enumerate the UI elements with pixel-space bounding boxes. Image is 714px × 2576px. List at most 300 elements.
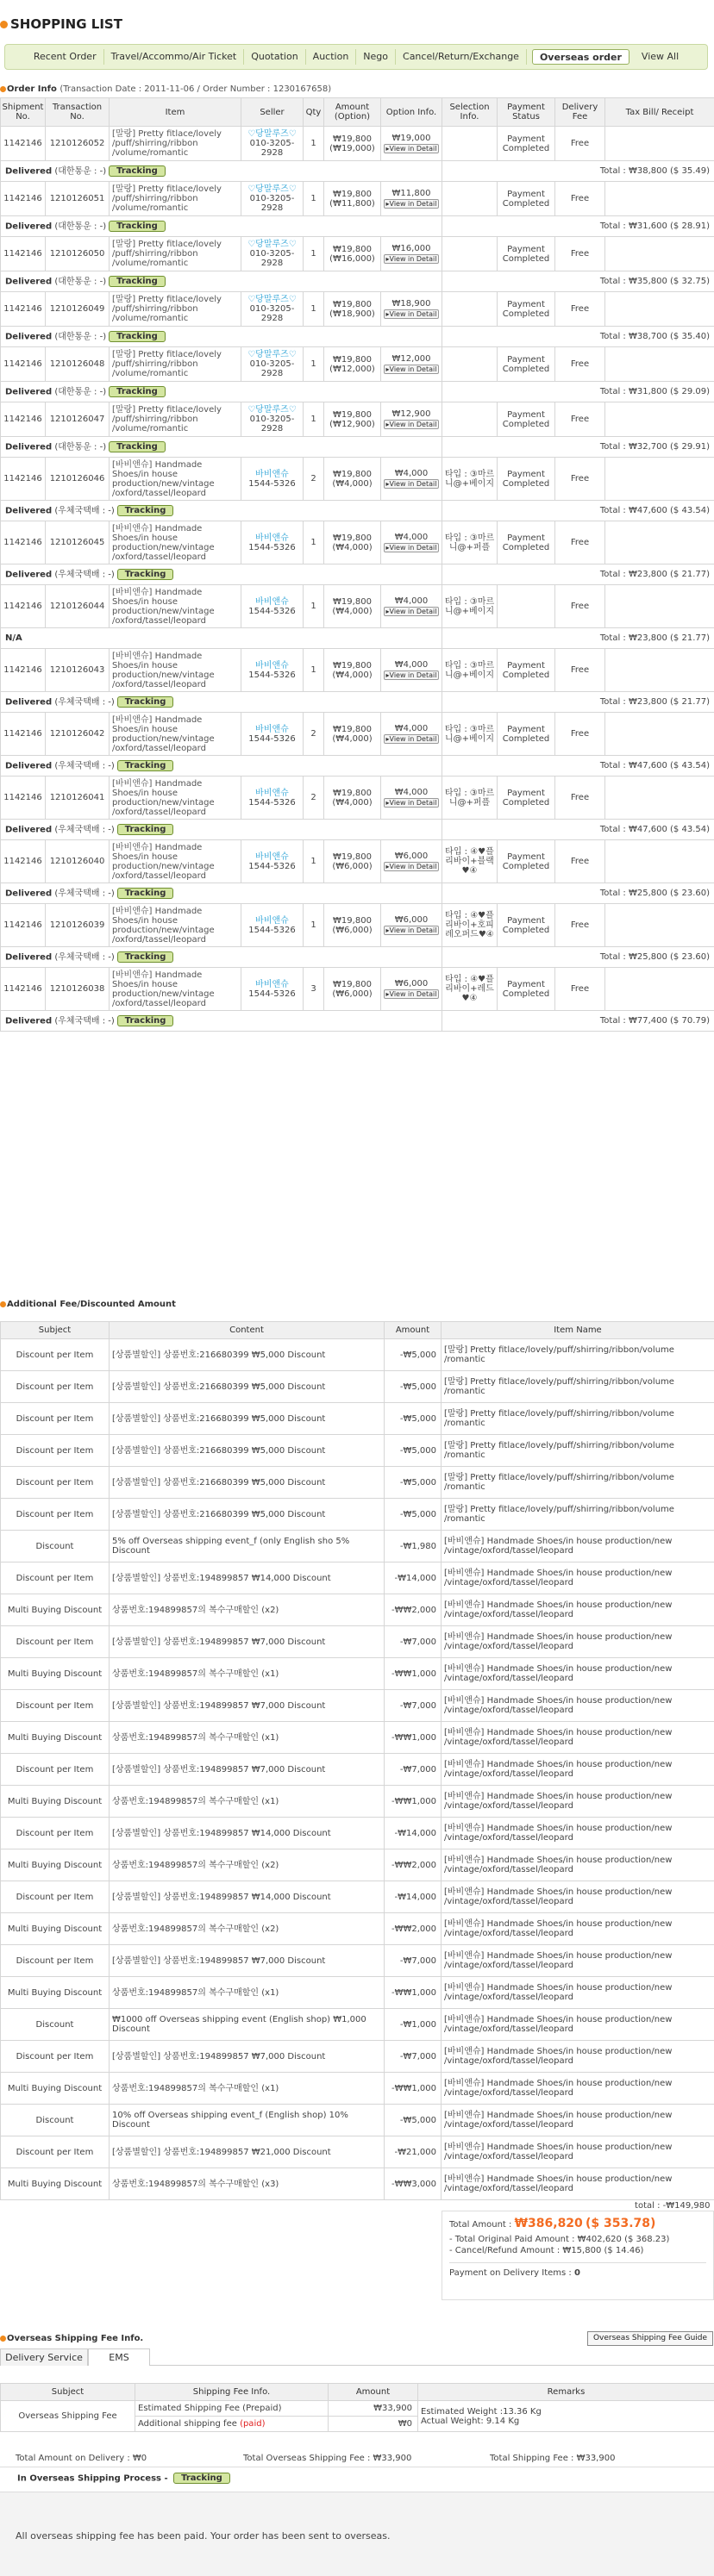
delivery-fee: Free [555, 402, 605, 437]
payment-status-message [0, 2492, 714, 2576]
fee-subject: Discount per Item [1, 1881, 110, 1913]
transaction-no: 1210126051 [46, 182, 110, 216]
order-summary-row [1, 437, 714, 458]
seller-name[interactable]: 바비앤슈 [255, 979, 289, 989]
seller-name[interactable]: ♡당말루즈♡ [247, 405, 297, 415]
selection-info: 타입 : ③마르니@+퍼플 [442, 777, 498, 820]
fee-item-name[interactable]: [바비앤슈] Handmade Shoes/in house production/new /vintage/oxford/tassel/leopard [442, 1786, 714, 1818]
seller-name[interactable]: 바비앤슈 [255, 851, 289, 862]
fee-content: [상품별할인] 상품번호:216680399 ₩5,000 Discount [110, 1403, 385, 1435]
selection-info [442, 292, 498, 327]
seller-phone: 1544-5326 [248, 925, 296, 935]
fee-subject: Discount per Item [1, 2136, 110, 2168]
seller-name[interactable]: 바비앤슈 [255, 596, 289, 607]
fee-content: ₩1000 off Overseas shipping event (English shop) ₩1,000 Discount [110, 2009, 385, 2041]
fee-content: [상품별할인] 상품번호:216680399 ₩5,000 Discount [110, 1371, 385, 1403]
fee-subject: Discount per Item [1, 1626, 110, 1658]
fee-row [1, 1786, 714, 1818]
option-info-cell [381, 840, 442, 883]
estimated-weight: Estimated Weight :13.36 Kg [421, 2406, 542, 2417]
order-row [1, 904, 714, 947]
item-name[interactable]: [말랑] Pretty fitlace/lovely /puff/shirring/ribbon /volume/romantic [110, 237, 241, 271]
delivery-status-cell [1, 883, 442, 904]
order-row [1, 521, 714, 564]
fee-item-name[interactable]: [바비앤슈] Handmade Shoes/in house production/new /vintage/oxford/tassel/leopard [442, 2041, 714, 2073]
estimated-fee-amount: ₩33,900 [329, 2401, 418, 2417]
tracking-button[interactable]: Tracking [109, 221, 166, 232]
payment-status: Payment Completed [498, 402, 555, 437]
transaction-no: 1210126041 [46, 777, 110, 820]
bullet-icon [0, 21, 8, 28]
item-name[interactable]: [말랑] Pretty fitlace/lovely /puff/shirring/ribbon /volume/romantic [110, 347, 241, 382]
seller-name[interactable]: ♡당말루즈♡ [247, 295, 297, 304]
quantity: 1 [304, 840, 324, 883]
option-info-cell [381, 904, 442, 947]
item-name[interactable]: [바비앤슈] Handmade Shoes/in house production/new/vintage /oxford/tassel/leopard [110, 713, 241, 756]
option-price: ₩6,000 [394, 979, 429, 989]
tracking-button[interactable]: Tracking [109, 276, 166, 287]
fee-item-name[interactable]: [바비앤슈] Handmade Shoes/in house production/new /vintage/oxford/tassel/leopard [442, 1562, 714, 1594]
order-total: Total : ₩35,800 ($ 32.75) [442, 271, 714, 292]
col-delivery-fee: Delivery Fee [555, 98, 605, 127]
order-row [1, 458, 714, 501]
option-price: ₩6,000 [394, 915, 429, 925]
fee-content: 상품번호:194899857의 복수구매할인 (x1) [110, 1658, 385, 1690]
quantity: 2 [304, 458, 324, 501]
view-in-detail-button[interactable]: ▸View in Detail [384, 479, 440, 489]
seller-phone: 1544-5326 [248, 861, 296, 871]
selection-info [442, 347, 498, 382]
delivery-status-cell [1, 327, 442, 347]
view-in-detail-button[interactable]: ▸View in Detail [384, 862, 440, 871]
item-name[interactable]: [바비앤슈] Handmade Shoes/in house production/new/vintage /oxford/tassel/leopard [110, 458, 241, 501]
paid-badge: (paid) [240, 2419, 266, 2429]
order-summary-row [1, 382, 714, 402]
shipment-no: 1142146 [1, 127, 46, 161]
seller-name[interactable]: ♡당말루즈♡ [247, 184, 297, 194]
fee-content: [상품별할인] 상품번호:194899857 ₩14,000 Discount [110, 1881, 385, 1913]
amount-option: (₩19,000) [329, 143, 375, 153]
fee-item-name[interactable]: [바비앤슈] Handmade Shoes/in house production/new /vintage/oxford/tassel/leopard [442, 2105, 714, 2136]
order-total: Total : ₩23,800 ($ 21.77) [442, 628, 714, 649]
carrier: (대한통운 : -) [54, 332, 107, 342]
fee-item-name[interactable]: [바비앤슈] Handmade Shoes/in house production/new /vintage/oxford/tassel/leopard [442, 1913, 714, 1945]
fee-amount: -₩₩2,000 [385, 1849, 442, 1881]
tracking-button[interactable]: Tracking [117, 760, 174, 771]
fee-row [1, 1881, 714, 1913]
order-total: Total : ₩25,800 ($ 23.60) [442, 883, 714, 904]
delivery-status: Delivered [5, 952, 53, 963]
fee-item-name[interactable]: [말랑] Pretty fitlace/lovely/puff/shirring/ribbon/volume /romantic [442, 1403, 714, 1435]
payment-status: Payment Completed [498, 713, 555, 756]
order-summary-row [1, 947, 714, 968]
order-row [1, 237, 714, 271]
fee-item-name[interactable]: [바비앤슈] Handmade Shoes/in house production/new /vintage/oxford/tassel/leopard [442, 1881, 714, 1913]
fee-item-name[interactable]: [바비앤슈] Handmade Shoes/in house production/new /vintage/oxford/tassel/leopard [442, 1849, 714, 1881]
option-price: ₩4,000 [394, 724, 429, 733]
payment-status: Payment Completed [498, 777, 555, 820]
carrier: (우체국택배 : -) [54, 570, 115, 580]
amount: ₩19,800 [333, 788, 372, 798]
additional-fee-label: Additional shipping fee [138, 2419, 237, 2429]
fee-item-name[interactable]: [바비앤슈] Handmade Shoes/in house production/new /vintage/oxford/tassel/leopard [442, 1690, 714, 1722]
seller-phone: 010-3205-2928 [249, 249, 295, 268]
carrier: (대한통운 : -) [54, 387, 107, 397]
option-info-cell [381, 292, 442, 327]
page-title [0, 16, 122, 35]
order-summary-row [1, 161, 714, 182]
seller-phone: 1544-5326 [248, 670, 296, 680]
order-summary-row [1, 327, 714, 347]
delivery-fee: Free [555, 347, 605, 382]
order-summary-row [1, 628, 714, 649]
amount-option: (₩11,800) [329, 198, 375, 209]
quantity: 1 [304, 649, 324, 692]
carrier: (우체국택배 : -) [54, 697, 115, 708]
order-total: Total : ₩47,600 ($ 43.54) [442, 820, 714, 840]
fee-content: 상품번호:194899857의 복수구매할인 (x1) [110, 2073, 385, 2105]
seller-name[interactable]: ♡당말루즈♡ [247, 240, 297, 249]
seller-cell [241, 585, 304, 628]
order-total: Total : ₩31,800 ($ 29.09) [442, 382, 714, 402]
seller-name[interactable]: 바비앤슈 [255, 724, 289, 734]
order-summary-row [1, 820, 714, 840]
order-total: Total : ₩77,400 ($ 70.79) [442, 1011, 714, 1032]
fee-item-name[interactable]: [바비앤슈] Handmade Shoes/in house production/new /vintage/oxford/tassel/leopard [442, 1626, 714, 1658]
view-in-detail-button[interactable]: ▸View in Detail [384, 543, 440, 552]
tracking-button[interactable]: Tracking [109, 331, 166, 342]
item-name[interactable]: [말랑] Pretty fitlace/lovely /puff/shirring/ribbon /volume/romantic [110, 127, 241, 161]
seller-phone: 010-3205-2928 [249, 304, 295, 323]
seller-phone: 1544-5326 [248, 989, 296, 999]
col-tax-bill: Tax Bill/ Receipt [605, 98, 714, 127]
seller-cell [241, 292, 304, 327]
item-name[interactable]: [말랑] Pretty fitlace/lovely /puff/shirring/ribbon /volume/romantic [110, 402, 241, 437]
shipping-heading-text: Overseas Shipping Fee Info. [7, 2334, 144, 2343]
delivery-fee: Free [555, 649, 605, 692]
tab-ems[interactable]: EMS [88, 2348, 150, 2366]
delivery-status-cell [1, 564, 442, 585]
quantity: 1 [304, 585, 324, 628]
quantity: 1 [304, 904, 324, 947]
shipment-no: 1142146 [1, 292, 46, 327]
tracking-button[interactable]: Tracking [117, 505, 174, 516]
shipping-fee-guide-button[interactable]: Overseas Shipping Fee Guide [587, 2331, 713, 2346]
tracking-button[interactable]: Tracking [117, 951, 174, 963]
seller-name[interactable]: 바비앤슈 [255, 915, 289, 926]
transaction-no: 1210126046 [46, 458, 110, 501]
option-price: ₩12,000 [391, 354, 431, 364]
option-info-cell [381, 182, 442, 216]
selection-info [442, 402, 498, 437]
order-row [1, 840, 714, 883]
tracking-button[interactable]: Tracking [117, 888, 174, 899]
tracking-button[interactable]: Tracking [117, 1015, 174, 1026]
fee-row [1, 1467, 714, 1499]
tax-bill [605, 840, 714, 883]
amount-option: (₩12,000) [329, 364, 375, 374]
seller-name[interactable]: 바비앤슈 [255, 788, 289, 798]
option-price: ₩16,000 [391, 244, 431, 253]
carrier: (대한통운 : -) [54, 277, 107, 287]
refund-amount: - Cancel/Refund Amount : ₩15,800 ($ 14.46) [449, 2246, 644, 2255]
view-in-detail-button[interactable]: ▸View in Detail [384, 671, 440, 680]
col-content: Content [110, 1322, 385, 1339]
fee-item-name[interactable]: [바비앤슈] Handmade Shoes/in house production/new /vintage/oxford/tassel/leopard [442, 1531, 714, 1562]
order-row [1, 292, 714, 327]
amount: ₩19,800 [333, 724, 372, 734]
tax-bill [605, 458, 714, 501]
option-info-cell [381, 521, 442, 564]
amount-option: (₩4,000) [332, 542, 373, 552]
item-name[interactable]: [바비앤슈] Handmade Shoes/in house production/new/vintage /oxford/tassel/leopard [110, 904, 241, 947]
payment-status: Payment Completed [498, 237, 555, 271]
amount-option: (₩4,000) [332, 733, 373, 744]
delivery-fee: Free [555, 521, 605, 564]
view-in-detail-button[interactable]: ▸View in Detail [384, 365, 440, 374]
col-selection-info: Selection Info. [442, 98, 498, 127]
tab-delivery-service[interactable]: Delivery Service [0, 2348, 88, 2366]
order-row [1, 402, 714, 437]
tracking-button[interactable]: Tracking [117, 696, 174, 708]
view-in-detail-button[interactable]: ▸View in Detail [384, 144, 440, 153]
fee-item-name[interactable]: [바비앤슈] Handmade Shoes/in house production/new /vintage/oxford/tassel/leopard [442, 2168, 714, 2200]
transaction-no: 1210126052 [46, 127, 110, 161]
item-name[interactable]: [바비앤슈] Handmade Shoes/in house production/new/vintage /oxford/tassel/leopard [110, 521, 241, 564]
fee-amount: -₩₩1,000 [385, 1658, 442, 1690]
tracking-button[interactable]: Tracking [109, 441, 166, 452]
tax-bill [605, 292, 714, 327]
item-name[interactable]: [바비앤슈] Handmade Shoes/in house production/new/vintage /oxford/tassel/leopard [110, 840, 241, 883]
item-name[interactable]: [바비앤슈] Handmade Shoes/in house production/new/vintage /oxford/tassel/leopard [110, 649, 241, 692]
fee-row [1, 1339, 714, 1371]
seller-phone: 1544-5326 [248, 733, 296, 744]
original-paid-amount: - Total Original Paid Amount : ₩402,620 ($ 368.23) [449, 2235, 670, 2244]
fee-amount: -₩7,000 [385, 1626, 442, 1658]
transaction-no: 1210126044 [46, 585, 110, 628]
fee-row [1, 1818, 714, 1849]
item-name[interactable]: [바비앤슈] Handmade Shoes/in house production/new/vintage /oxford/tassel/leopard [110, 585, 241, 628]
fee-item-name[interactable]: [말랑] Pretty fitlace/lovely/puff/shirring/ribbon/volume /romantic [442, 1339, 714, 1371]
selection-info: 타입 : ④♥플리바이+레드♥④ [442, 968, 498, 1011]
tab-auction[interactable]: Auction [306, 49, 357, 65]
seller-name[interactable]: 바비앤슈 [255, 533, 289, 543]
fee-amount: -₩₩1,000 [385, 1786, 442, 1818]
order-row [1, 182, 714, 216]
fee-item-name[interactable]: [말랑] Pretty fitlace/lovely/puff/shirring/ribbon/volume /romantic [442, 1499, 714, 1531]
tracking-button[interactable]: Tracking [117, 824, 174, 835]
view-in-detail-button[interactable]: ▸View in Detail [384, 734, 440, 744]
view-in-detail-button[interactable]: ▸View in Detail [384, 309, 440, 319]
tax-bill [605, 347, 714, 382]
amount-option: (₩4,000) [332, 478, 373, 489]
option-info-cell [381, 237, 442, 271]
tracking-button[interactable]: Tracking [117, 569, 174, 580]
quantity: 1 [304, 127, 324, 161]
tax-bill [605, 585, 714, 628]
view-in-detail-button[interactable]: ▸View in Detail [384, 254, 440, 264]
view-in-detail-button[interactable]: ▸View in Detail [384, 798, 440, 808]
delivery-status-cell [1, 271, 442, 292]
delivery-items [449, 2262, 706, 2278]
order-details: (Transaction Date : 2011-11-06 / Order Number : 1230167658) [60, 84, 332, 94]
fee-content: 상품번호:194899857의 복수구매할인 (x1) [110, 1977, 385, 2009]
payment-status: Payment Completed [498, 347, 555, 382]
fee-item-name[interactable]: [바비앤슈] Handmade Shoes/in house production/new /vintage/oxford/tassel/leopard [442, 2136, 714, 2168]
fee-item-name[interactable]: [말랑] Pretty fitlace/lovely/puff/shirring/ribbon/volume /romantic [442, 1467, 714, 1499]
shipment-no: 1142146 [1, 402, 46, 437]
fee-item-name[interactable]: [바비앤슈] Handmade Shoes/in house production/new /vintage/oxford/tassel/leopard [442, 1722, 714, 1754]
seller-phone: 010-3205-2928 [249, 139, 295, 158]
order-total: Total : ₩32,700 ($ 29.91) [442, 437, 714, 458]
seller-phone: 010-3205-2928 [249, 415, 295, 433]
fee-item-name[interactable]: [바비앤슈] Handmade Shoes/in house production/new /vintage/oxford/tassel/leopard [442, 1945, 714, 1977]
carrier: (우체국택배 : -) [54, 952, 115, 963]
fee-amount: -₩5,000 [385, 1403, 442, 1435]
seller-cell [241, 402, 304, 437]
seller-cell [241, 777, 304, 820]
view-in-detail-button[interactable]: ▸View in Detail [384, 989, 440, 999]
fee-subject: Multi Buying Discount [1, 1913, 110, 1945]
view-in-detail-button[interactable]: ▸View in Detail [384, 926, 440, 935]
fee-content: 상품번호:194899857의 복수구매할인 (x2) [110, 1913, 385, 1945]
order-type-tabs [4, 44, 708, 70]
page-title-text: SHOPPING LIST [10, 16, 122, 32]
delivery-fee: Free [555, 182, 605, 216]
amount-option: (₩4,000) [332, 797, 373, 808]
seller-phone: 010-3205-2928 [249, 359, 295, 378]
fee-item-name[interactable]: [바비앤슈] Handmade Shoes/in house production/new /vintage/oxford/tassel/leopard [442, 1594, 714, 1626]
payment-status: Payment Completed [498, 840, 555, 883]
fee-amount: -₩5,000 [385, 2105, 442, 2136]
tab-nego[interactable]: Nego [356, 49, 396, 65]
fee-content: [상품별할인] 상품번호:216680399 ₩5,000 Discount [110, 1467, 385, 1499]
selection-info: 타입 : ③마르니@+베이지 [442, 585, 498, 628]
view-in-detail-button[interactable]: ▸View in Detail [384, 607, 440, 616]
tax-bill [605, 649, 714, 692]
fee-item-name[interactable]: [바비앤슈] Handmade Shoes/in house production/new /vintage/oxford/tassel/leopard [442, 1754, 714, 1786]
order-total: Total : ₩23,800 ($ 21.77) [442, 564, 714, 585]
option-info-cell [381, 713, 442, 756]
fee-item-name[interactable]: [말랑] Pretty fitlace/lovely/puff/shirring/ribbon/volume /romantic [442, 1371, 714, 1403]
quantity: 1 [304, 182, 324, 216]
fee-row [1, 1913, 714, 1945]
tab-recent-order[interactable]: Recent Order [27, 49, 104, 65]
transaction-no: 1210126049 [46, 292, 110, 327]
fee-item-name[interactable]: [바비앤슈] Handmade Shoes/in house production/new /vintage/oxford/tassel/leopard [442, 1818, 714, 1849]
fee-heading-text: Additional Fee/Discounted Amount [7, 1300, 176, 1309]
order-row [1, 127, 714, 161]
col-shipment-no: Shipment No. [1, 98, 46, 127]
col-shipping-fee-info: Shipping Fee Info. [135, 2384, 329, 2401]
delivery-items-label: Payment on Delivery Items : [449, 2268, 572, 2278]
option-info-cell [381, 347, 442, 382]
tab-travel-accommo-air-ticket[interactable]: Travel/Accommo/Air Ticket [104, 49, 245, 65]
order-total: Total : ₩47,600 ($ 43.54) [442, 756, 714, 777]
view-in-detail-button[interactable]: ▸View in Detail [384, 199, 440, 209]
fee-content: [상품별할인] 상품번호:194899857 ₩14,000 Discount [110, 1818, 385, 1849]
fee-row [1, 2168, 714, 2200]
item-name[interactable]: [바비앤슈] Handmade Shoes/in house production/new/vintage /oxford/tassel/leopard [110, 968, 241, 1011]
fee-amount: -₩14,000 [385, 1818, 442, 1849]
tracking-button[interactable]: Tracking [109, 165, 166, 177]
delivery-fee: Free [555, 585, 605, 628]
fee-subject: Discount per Item [1, 1754, 110, 1786]
delivery-status: Delivered [5, 889, 53, 899]
fee-row [1, 1562, 714, 1594]
fee-subject: Discount per Item [1, 1690, 110, 1722]
fee-amount: -₩₩2,000 [385, 1913, 442, 1945]
fee-row [1, 1626, 714, 1658]
item-name[interactable]: [말랑] Pretty fitlace/lovely /puff/shirring/ribbon /volume/romantic [110, 292, 241, 327]
fee-amount: -₩1,000 [385, 2009, 442, 2041]
tab-cancel-return-exchange[interactable]: Cancel/Return/Exchange [396, 49, 527, 65]
fee-item-name[interactable]: [바비앤슈] Handmade Shoes/in house production/new /vintage/oxford/tassel/leopard [442, 2009, 714, 2041]
amount: ₩19,800 [333, 851, 372, 862]
shipment-no: 1142146 [1, 182, 46, 216]
seller-name[interactable]: ♡당말루즈♡ [247, 129, 297, 139]
item-name[interactable]: [말랑] Pretty fitlace/lovely /puff/shirring/ribbon /volume/romantic [110, 182, 241, 216]
seller-name[interactable]: 바비앤슈 [255, 469, 289, 479]
seller-name[interactable]: 바비앤슈 [255, 660, 289, 671]
amount-option: (₩12,900) [329, 419, 375, 429]
tab-overseas-order[interactable]: Overseas order [532, 49, 629, 65]
selection-info: 타입 : ④♥플리바이+블랙♥④ [442, 840, 498, 883]
fee-amount: -₩₩1,000 [385, 1977, 442, 2009]
total-shipping-fee: Total Shipping Fee : ₩33,900 [490, 2454, 616, 2463]
tab-view-all[interactable]: View All [641, 51, 680, 62]
seller-name[interactable]: ♡당말루즈♡ [247, 350, 297, 359]
carrier: (우체국택배 : -) [54, 889, 115, 899]
delivery-status: Delivered [5, 277, 53, 287]
fee-item-name[interactable]: [말랑] Pretty fitlace/lovely/puff/shirring/ribbon/volume /romantic [442, 1435, 714, 1467]
shipment-no: 1142146 [1, 840, 46, 883]
fee-item-name[interactable]: [바비앤슈] Handmade Shoes/in house production/new /vintage/oxford/tassel/leopard [442, 1658, 714, 1690]
tax-bill [605, 713, 714, 756]
total-amount-value: ₩386,820 [514, 2217, 583, 2230]
view-in-detail-button[interactable]: ▸View in Detail [384, 420, 440, 429]
fee-content: 상품번호:194899857의 복수구매할인 (x3) [110, 2168, 385, 2200]
order-summary-row [1, 1011, 714, 1032]
tab-quotation[interactable]: Quotation [244, 49, 305, 65]
fee-item-name[interactable]: [바비앤슈] Handmade Shoes/in house production/new /vintage/oxford/tassel/leopard [442, 1977, 714, 2009]
payment-status: Payment Completed [498, 649, 555, 692]
delivery-status: Delivered [5, 387, 53, 397]
fee-content: [상품별할인] 상품번호:216680399 ₩5,000 Discount [110, 1499, 385, 1531]
total-overseas-fee: Total Overseas Shipping Fee : ₩33,900 [243, 2454, 412, 2463]
delivery-status-cell [1, 692, 442, 713]
fee-subject: Discount [1, 1531, 110, 1562]
bullet-icon [0, 2336, 6, 2342]
fee-row [1, 1403, 714, 1435]
shipping-heading [0, 2333, 143, 2345]
seller-cell [241, 127, 304, 161]
fee-amount: -₩₩1,000 [385, 2073, 442, 2105]
shipment-no: 1142146 [1, 237, 46, 271]
seller-cell [241, 713, 304, 756]
payment-status: Payment Completed [498, 182, 555, 216]
amount-option: (₩6,000) [332, 861, 373, 871]
shipment-no: 1142146 [1, 347, 46, 382]
payment-status: Payment Completed [498, 127, 555, 161]
overseas-tracking-button[interactable]: Tracking [173, 2473, 230, 2484]
seller-phone: 1544-5326 [248, 797, 296, 808]
item-name[interactable]: [바비앤슈] Handmade Shoes/in house production/new/vintage /oxford/tassel/leopard [110, 777, 241, 820]
tracking-button[interactable]: Tracking [109, 386, 166, 397]
fee-item-name[interactable]: [바비앤슈] Handmade Shoes/in house production/new /vintage/oxford/tassel/leopard [442, 2073, 714, 2105]
seller-phone: 010-3205-2928 [249, 194, 295, 213]
delivery-status-cell [1, 501, 442, 521]
